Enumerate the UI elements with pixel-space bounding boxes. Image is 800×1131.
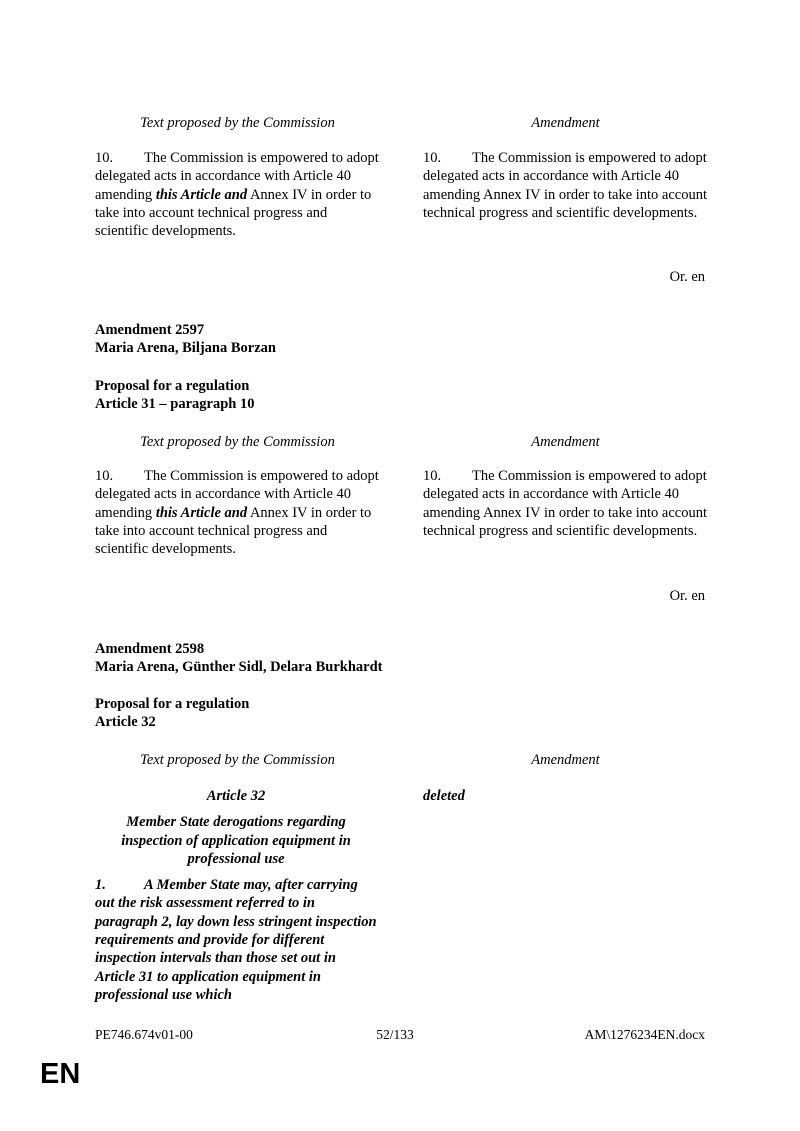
page-number: 52/133	[376, 1027, 414, 1042]
article-reference: Article 32	[95, 714, 156, 731]
amendment-text: 10. The Commission is empowered to adopt delegated acts in accordance with Article 40 amending Annex IV in order to take into account technical progress and scientific developments.	[423, 150, 708, 221]
commission-text: 10. The Commission is empowered to adopt delegated acts in accordance with Article 40 amending this Article and Annex IV in order to take into account technical progress and scientific developments.	[95, 150, 379, 240]
amendment-2598-heading	[95, 640, 705, 677]
amendment-authors: Maria Arena, Günther Sidl, Delara Burkhardt	[95, 659, 383, 676]
proposal-label: Proposal for a regulation	[95, 696, 250, 712]
origin-language: Or. en	[669, 269, 705, 285]
document-reference: PE746.674v01-00	[95, 1027, 193, 1042]
header-commission-text: Text proposed by the Commission	[140, 115, 335, 131]
article-heading: Member State derogations regarding inspection of application equipment in professional use	[121, 814, 351, 867]
amendment-authors: Maria Arena, Biljana Borzan	[95, 340, 276, 357]
amendment-text: 10. The Commission is empowered to adopt delegated acts in accordance with Article 40 amending Annex IV in order to take into account technical progress and scientific developments.	[423, 468, 708, 539]
amendment-number: Amendment 2597	[95, 322, 205, 338]
article-reference: Article 31 – paragraph 10	[95, 396, 255, 413]
origin-language: Or. en	[669, 588, 705, 604]
language-label: EN	[40, 1058, 81, 1090]
commission-text	[95, 787, 377, 1004]
amendment-2598-reference	[95, 695, 705, 732]
amendment-number: Amendment 2598	[95, 641, 205, 657]
header-commission-text: Text proposed by the Commission	[140, 434, 335, 450]
header-amendment: Amendment	[531, 434, 600, 450]
file-name: AM\1276234EN.docx	[584, 1027, 705, 1042]
header-amendment: Amendment	[531, 752, 600, 768]
header-amendment: Amendment	[531, 115, 600, 131]
commission-text: 10. The Commission is empowered to adopt delegated acts in accordance with Article 40 amending this Article and Annex IV in order to take into account technical progress and scientific developments.	[95, 468, 379, 558]
article-title: Article 32	[206, 788, 266, 804]
amendment-2597-heading	[95, 321, 705, 358]
header-commission-text: Text proposed by the Commission	[140, 752, 335, 768]
article-paragraph: 1. A Member State may, after carrying out the risk assessment referred to in paragraph 2, lay down less stringent inspection requirements and provide for different inspection intervals than those set out in Article 31 to application equipment in professional use which	[95, 877, 377, 1003]
amendment-deleted: deleted	[423, 788, 465, 804]
proposal-label: Proposal for a regulation	[95, 378, 250, 394]
amendment-2597-reference	[95, 377, 705, 414]
